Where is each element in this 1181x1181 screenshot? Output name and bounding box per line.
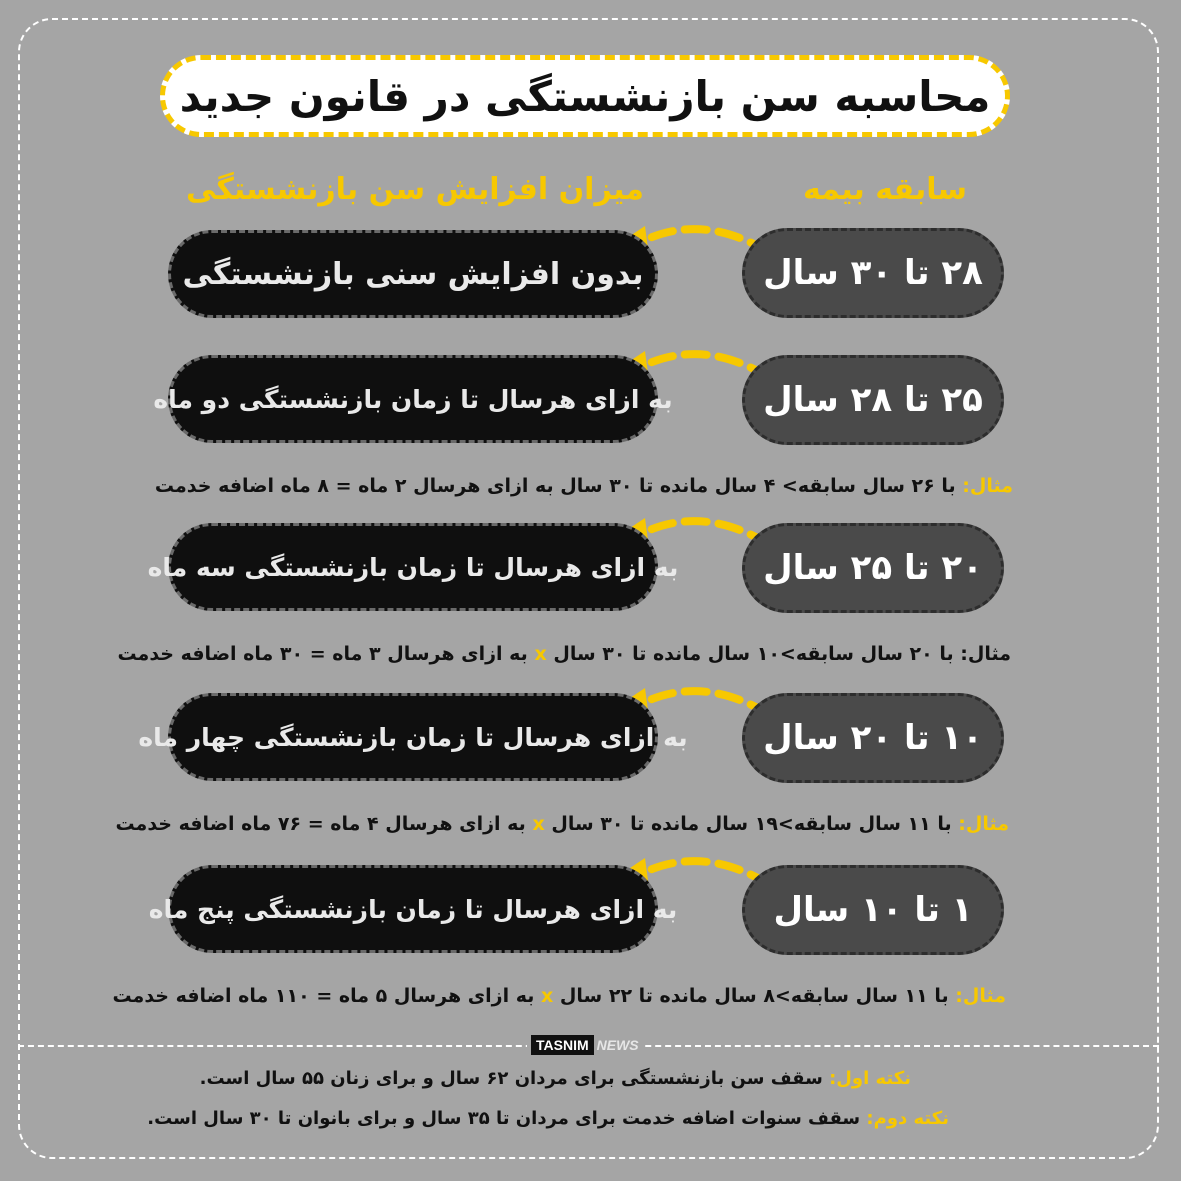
example-line <box>115 813 1009 835</box>
row-increase-pill <box>147 523 679 611</box>
note-label: نکته دوم: <box>866 1108 949 1129</box>
row-increase-text: به ازای هرسال تا زمان بازنشستگی سه ماه <box>147 552 679 582</box>
example-text: به ازای هرسال ۴ ماه = ۷۶ ماه اضافه خدمت <box>115 813 526 835</box>
example-text: با ۱۱ سال سابقه>۸ سال مانده تا ۲۲ سال <box>559 985 949 1007</box>
example-line <box>155 475 1013 497</box>
multiply-sign: x <box>534 643 547 665</box>
tasnim-logo <box>527 1034 643 1056</box>
note-text: سقف سنوات اضافه خدمت برای مردان تا ۳۵ سال و برای بانوان تا ۳۰ سال است. <box>147 1108 861 1129</box>
multiply-sign: x <box>541 985 554 1007</box>
title-banner <box>160 55 1010 137</box>
example-text: به ازای هرسال ۵ ماه = ۱۱۰ ماه اضافه خدمت <box>112 985 535 1007</box>
logo-part-tasnim: TASNIM <box>531 1035 594 1055</box>
row-range-text: ۱ تا ۱۰ سال <box>773 890 973 930</box>
row-increase-text: به ازای هرسال تا زمان بازنشستگی دو ماه <box>153 384 673 414</box>
example-text: به ازای هرسال ۳ ماه = ۳۰ ماه اضافه خدمت <box>117 643 528 665</box>
example-text: با ۱۱ سال سابقه>۱۹ سال مانده تا ۳۰ سال <box>551 813 952 835</box>
header-age-increase: میزان افزایش سن بازنشستگی <box>186 172 644 207</box>
row-range-pill <box>742 865 1004 955</box>
row-increase-pill <box>168 230 658 318</box>
note-second <box>147 1108 949 1129</box>
page-title: محاسبه سن بازنشستگی در قانون جدید <box>179 71 991 121</box>
row-range-pill <box>742 523 1004 613</box>
row-increase-pill <box>148 865 678 953</box>
example-line <box>117 643 1011 665</box>
example-label: مثال: <box>955 985 1006 1007</box>
note-first <box>200 1068 911 1089</box>
row-increase-text: بدون افزایش سنی بازنشستگی <box>182 256 644 292</box>
example-line <box>112 985 1006 1007</box>
row-range-pill <box>742 355 1004 445</box>
row-increase-pill <box>138 693 688 781</box>
example-text: با ۲۶ سال سابقه> ۴ سال مانده تا ۳۰ سال به ازای هرسال ۲ ماه = ۸ ماه اضافه خدمت <box>154 475 956 497</box>
logo-part-news: NEWS <box>596 1037 639 1053</box>
row-increase-text: به ازای هرسال تا زمان بازنشستگی چهار ماه <box>138 722 688 752</box>
example-text: با ۲۰ سال سابقه>۱۰ سال مانده تا ۳۰ سال <box>553 643 954 665</box>
example-label: مثال: <box>960 643 1011 665</box>
note-label: نکته اول: <box>829 1068 911 1089</box>
example-label: مثال: <box>958 813 1009 835</box>
row-range-text: ۱۰ تا ۲۰ سال <box>763 718 983 758</box>
multiply-sign: x <box>532 813 545 835</box>
row-range-pill <box>742 228 1004 318</box>
row-range-pill <box>742 693 1004 783</box>
example-label: مثال: <box>962 475 1013 497</box>
row-increase-pill <box>153 355 673 443</box>
note-text: سقف سن بازنشستگی برای مردان ۶۲ سال و برای زنان ۵۵ سال است. <box>199 1068 823 1089</box>
row-range-text: ۲۰ تا ۲۵ سال <box>763 548 983 588</box>
row-range-text: ۲۵ تا ۲۸ سال <box>763 380 983 420</box>
row-range-text: ۲۸ تا ۳۰ سال <box>763 253 983 293</box>
row-increase-text: به ازای هرسال تا زمان بازنشستگی پنج ماه <box>148 894 678 924</box>
header-insurance-record: سابقه بیمه <box>802 172 968 207</box>
